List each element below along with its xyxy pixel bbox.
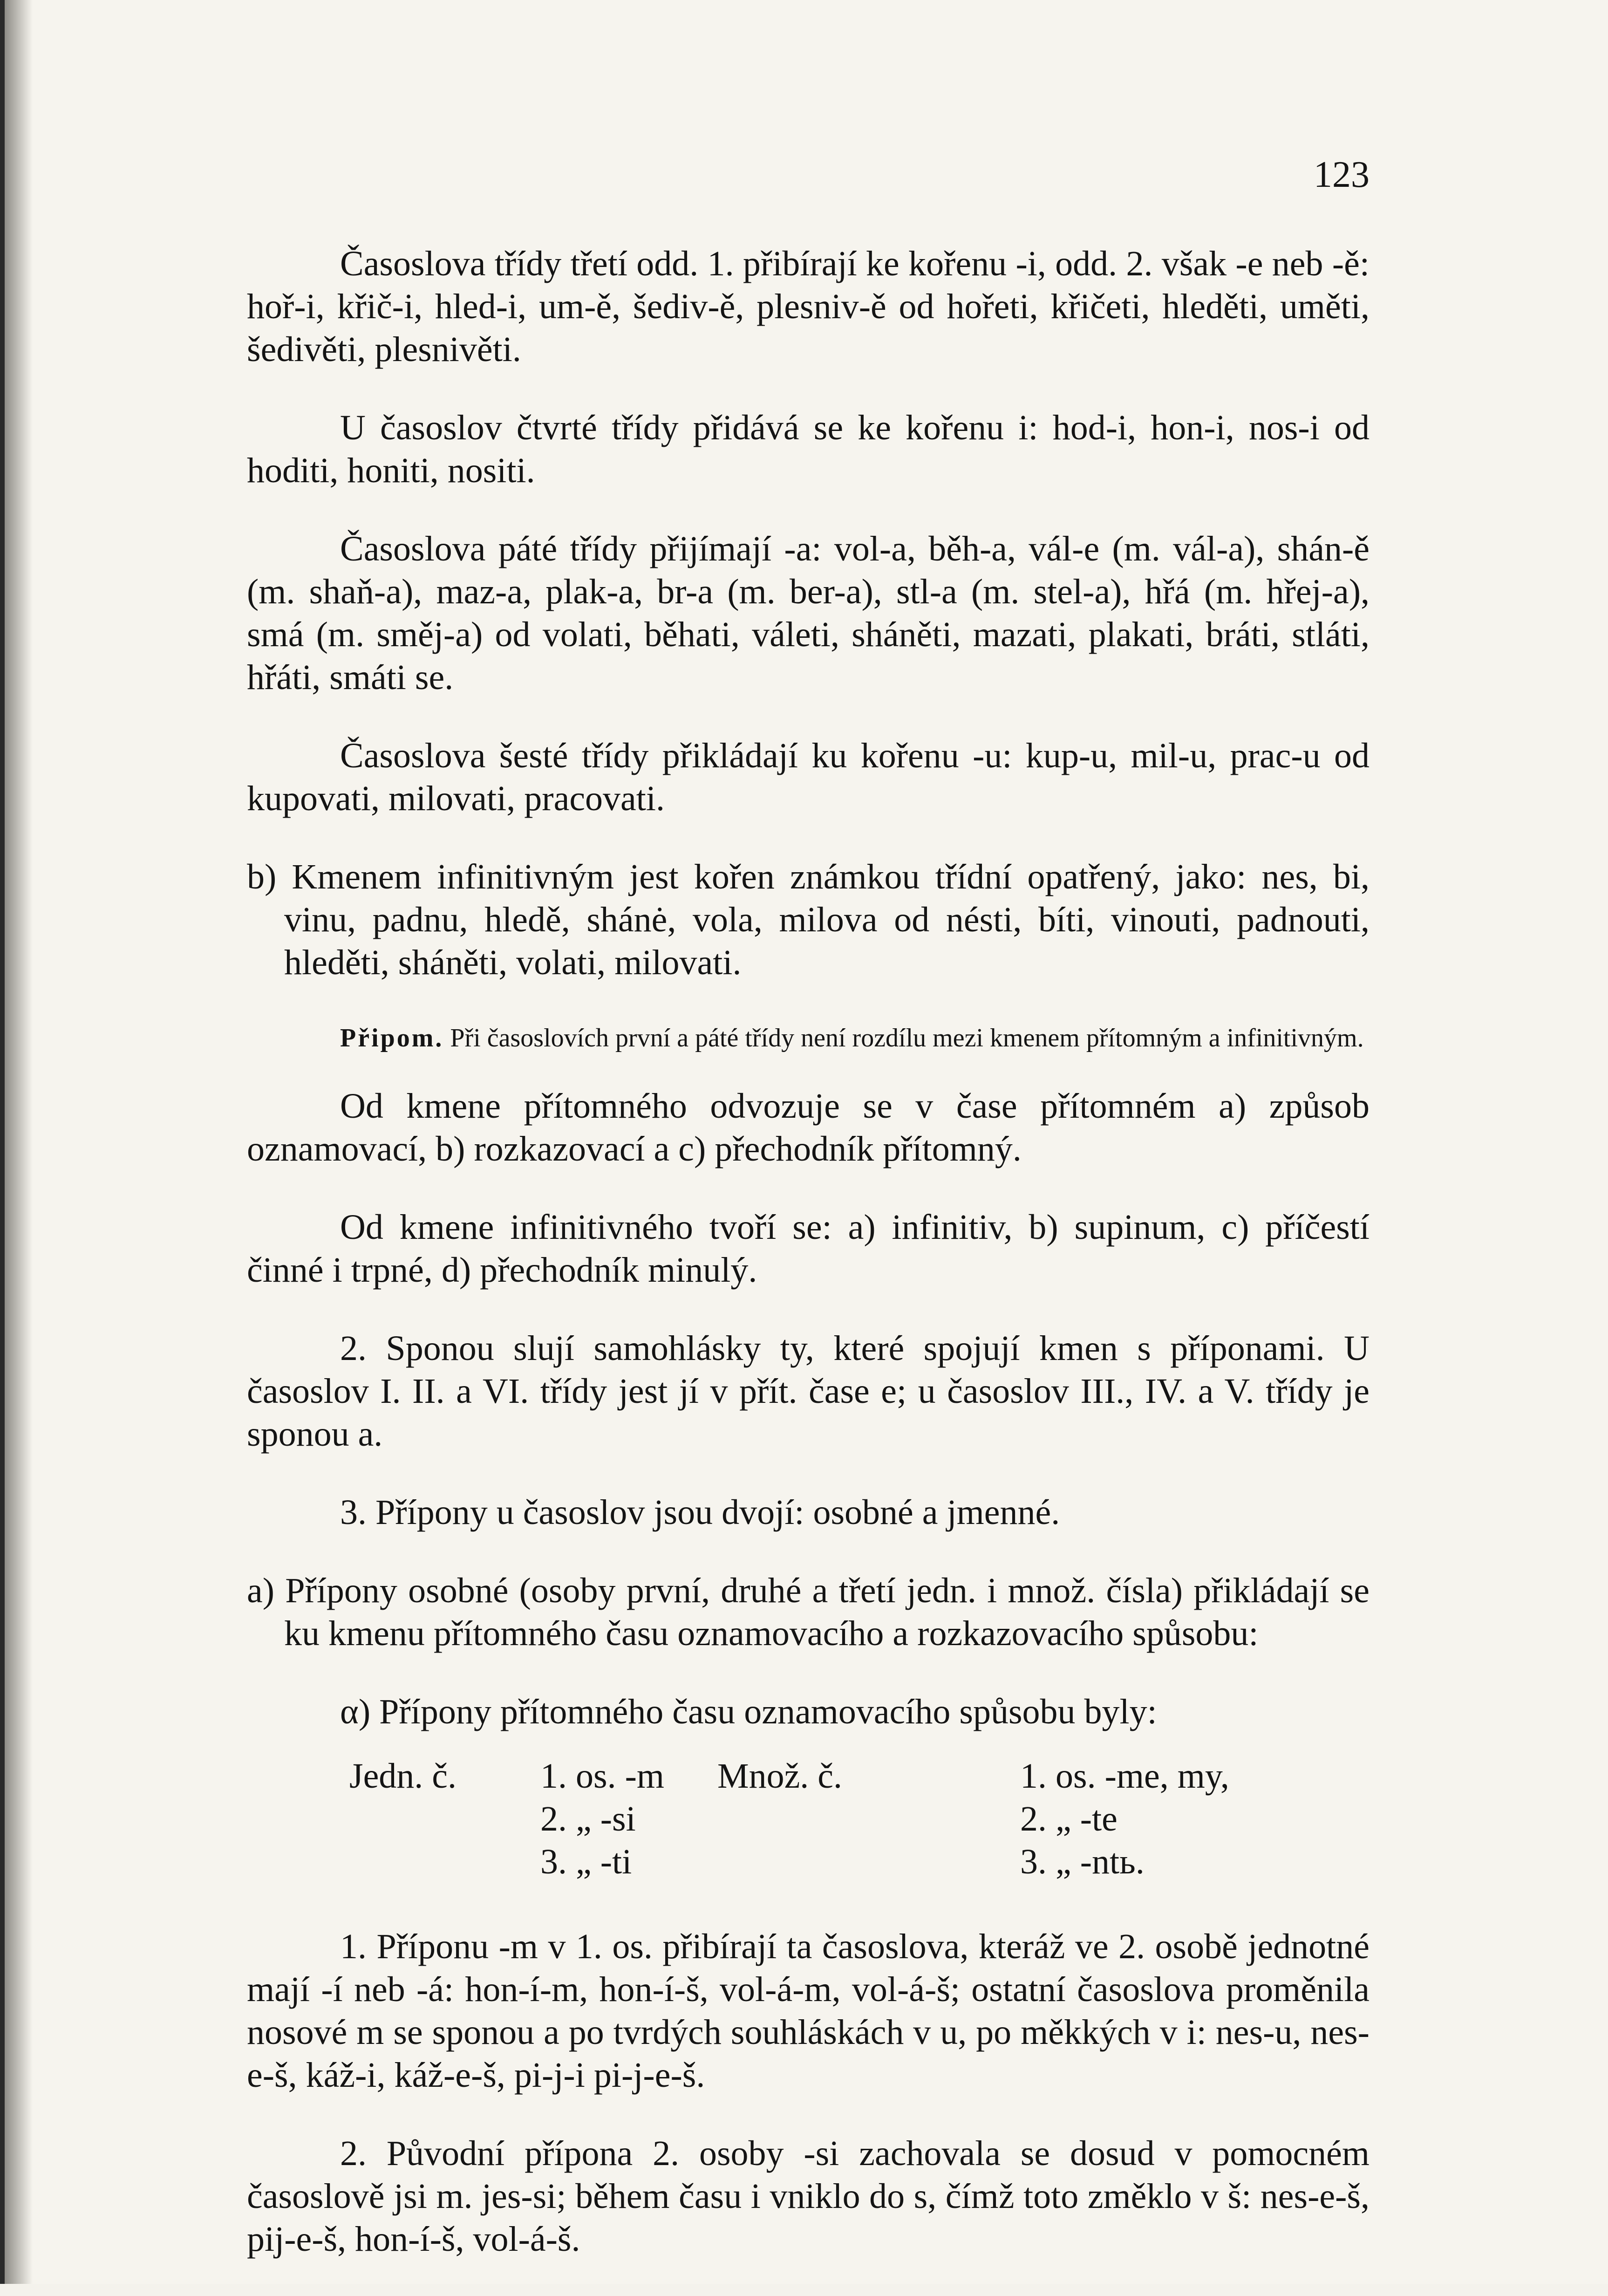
table-cell (1206, 1755, 1393, 1797)
footnote-label: Připom. (340, 1024, 444, 1052)
paragraph: α) Přípony přítomného času oznamovacího spůsobu byly: (340, 1692, 1157, 1731)
paragraph: U časoslov čtvrté třídy přidává se ke kořenu i: hod-i, hon-i, nos-i od hoditi, honiti, nositi. (247, 408, 1370, 490)
table-cell: 1. os. -m (540, 1756, 664, 1796)
table-cell: Jedn. č. (349, 1756, 457, 1796)
body-text (247, 242, 1370, 2296)
paragraph: 1. Příponu -m v 1. os. přibírají ta časoslova, kteráž ve 2. osobě jednotné mají -í neb -á: hon-í-m, hon-í-š, vol-á-m, vol-á-š; ostatní časoslova proměnila nosové m se sponou a po tvrdých souhláskách v u, po měkkých v i: nes-u, nes-e-š, káž-i, káž-e-š, pi-j-i pi-j-e-š. (247, 1927, 1370, 2095)
table-cell: 3. „ -ntь. (1020, 1842, 1145, 1881)
paragraph: 2. Sponou slují samohlásky ty, které spojují kmen s příponami. U časoslov I. II. a VI. třídy jest jí v přít. čase e; u časoslov III., IV. a V. třídy je sponou a. (247, 1329, 1370, 1454)
paragraph: 2. Původní přípona 2. osoby -si zachovala se dosud v pomocném časoslově jsi m. jes-si; během času i vniklo do s, čímž toto změklo v š: nes-e-š, pij-e-š, hon-í-š, vol-á-š. (247, 2134, 1370, 2259)
table-cell (1206, 1797, 1393, 1840)
paragraph: a) Přípony osobné (osoby první, druhé a třetí jedn. i množ. čísla) přikládají se ku kmenu přítomného času oznamovacího a rozkazovacího spůsobu: (247, 1571, 1370, 1653)
paragraph: Od kmene přítomného odvozuje se v čase přítomném a) způsob oznamovací, b) rozkazovací a c) přechodník přítomný. (247, 1086, 1370, 1168)
paragraph: 3. Přípony u časoslov jsou dvojí: osobné a jmenné. (340, 1493, 1060, 1532)
paragraph: Časoslova šesté třídy přikládají ku kořenu -u: kup-u, mil-u, prac-u od kupovati, milovati, pracovati. (247, 736, 1370, 818)
footnote-text: Při časoslovích první a páté třídy není rozdílu mezi kmenem přítomným a infinitivným. (450, 1024, 1364, 1052)
table-cell (717, 1797, 1020, 1840)
suffix-table (349, 1755, 1370, 1883)
table-cell: 2. „ -te (1020, 1799, 1117, 1838)
page-number: 123 (1314, 154, 1370, 195)
paragraph: b) Kmenem infinitivným jest kořen známkou třídní opatřený, jako: nes, bi, vinu, padnu, hledě, shánė, vola, milova od nésti, bíti, vinouti, padnouti, hleděti, sháněti, volati, milovati. (247, 857, 1370, 982)
paragraph: Časoslova páté třídy přijímají -a: vol-a, běh-a, vál-e (m. vál-a), shán-ě (m. shaň-a), maz-a, plak-a, br-a (m. ber-a), stl-a (m. stel-a), hřá (m. hřej-a), smá (m. směj-a) od volati, běhati, váleti, sháněti, mazati, plakati, bráti, stláti, hřáti, smáti se. (247, 529, 1370, 697)
table-cell (717, 1840, 1020, 1883)
table-cell: 1. os. -me, my, (1020, 1756, 1229, 1796)
table-cell (1206, 1840, 1393, 1883)
table-cell (349, 1797, 540, 1840)
binding-shadow (5, 0, 33, 2284)
table-cell: Množ. č. (717, 1756, 843, 1796)
paragraph: Od kmene infinitivného tvoří se: a) infinitiv, b) supinum, c) příčestí činné i trpné, d) přechodník minulý. (247, 1208, 1370, 1290)
table-cell (349, 1840, 540, 1883)
paragraph: Časoslova třídy třetí odd. 1. přibírají ke kořenu -i, odd. 2. však -e neb -ě: hoř-i, křič-i, hled-i, um-ě, šediv-ě, plesniv-ě od hořeti, křičeti, hleděti, uměti, šedivěti, plesnivěti. (247, 244, 1370, 369)
table-cell: 3. „ -ti (540, 1842, 632, 1881)
footnote (247, 1019, 1370, 1057)
table-cell: 2. „ -si (540, 1799, 636, 1838)
